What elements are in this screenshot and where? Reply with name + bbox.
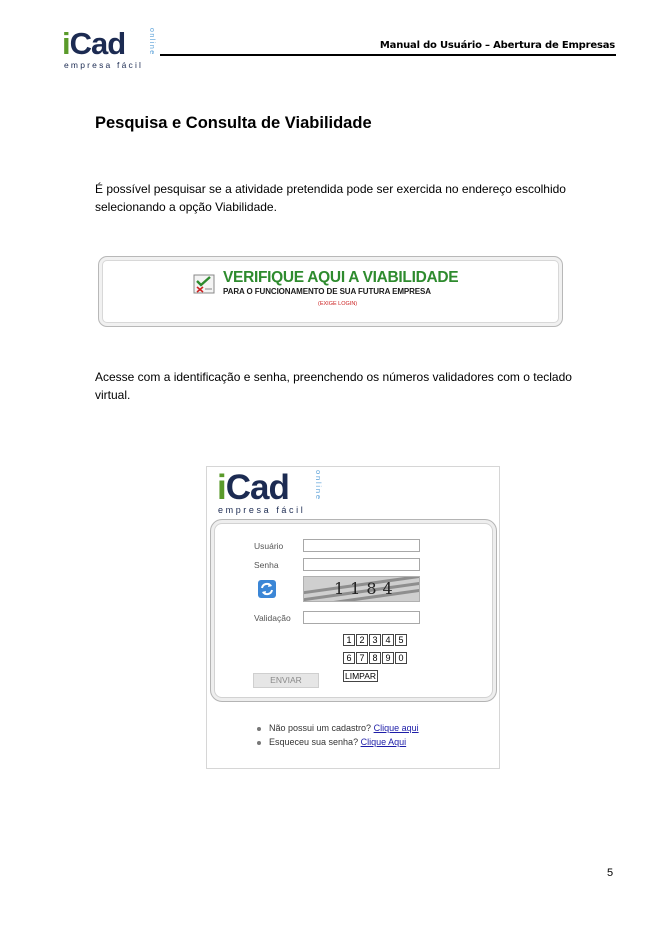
key-8[interactable]: 8 — [369, 652, 381, 664]
refresh-captcha-icon[interactable] — [258, 580, 276, 598]
header-rule — [160, 54, 616, 56]
register-link[interactable]: Clique aqui — [373, 723, 419, 733]
banner-title: VERIFIQUE AQUI A VIABILIDADE — [223, 269, 459, 286]
captcha-code: 1184 — [334, 579, 399, 598]
key-5[interactable]: 5 — [395, 634, 407, 646]
login-screenshot — [206, 466, 500, 769]
login-logo-word: Cad — [225, 468, 289, 507]
captcha-image — [303, 576, 420, 602]
key-9[interactable]: 9 — [382, 652, 394, 664]
page-number: 5 — [607, 867, 614, 879]
login-panel — [210, 519, 497, 702]
keypad-row — [342, 630, 412, 648]
logo-wordmark — [62, 28, 125, 59]
logo-online: online — [148, 28, 155, 56]
virtual-keypad — [342, 630, 412, 684]
login-logo-tagline: empresa fácil — [218, 505, 306, 515]
submit-button[interactable]: ENVIAR — [253, 673, 319, 688]
key-0[interactable]: 0 — [395, 652, 407, 664]
keypad-row — [342, 648, 412, 666]
forgot-password-item — [257, 737, 419, 747]
validation-label: Validação — [254, 613, 291, 623]
clear-button[interactable]: LIMPAR — [345, 671, 377, 681]
logo-word: Cad — [69, 26, 126, 61]
forgot-text: Esqueceu sua senha? — [269, 737, 359, 747]
banner-login-note: (EXIGE LOGIN) — [318, 301, 358, 307]
logo-i: i — [62, 26, 70, 61]
password-label: Senha — [254, 560, 279, 570]
keypad-row — [342, 666, 412, 684]
banner-subtitle: PARA O FUNCIONAMENTO DE SUA FUTURA EMPRESA — [223, 287, 431, 296]
forgot-password-link[interactable]: Clique Aqui — [360, 737, 407, 747]
bullet — [257, 727, 261, 731]
key-2[interactable]: 2 — [356, 634, 368, 646]
paragraph-intro: É possível pesquisar se a atividade pretendida pode ser exercida no endereço escolhido selecionando a opção Viabilidade. — [95, 182, 566, 214]
icad-logo — [62, 28, 154, 68]
logo-tagline: empresa fácil — [64, 60, 144, 70]
section-title: Pesquisa e Consulta de Viabilidade — [95, 114, 372, 132]
no-account-text: Não possui um cadastro? — [269, 723, 372, 733]
document-header-title: Manual do Usuário – Abertura de Empresas — [379, 40, 615, 51]
no-account-item — [257, 723, 419, 733]
key-7[interactable]: 7 — [356, 652, 368, 664]
bullet — [257, 741, 261, 745]
login-logo — [217, 470, 327, 516]
password-input[interactable] — [303, 558, 420, 571]
key-3[interactable]: 3 — [369, 634, 381, 646]
key-4[interactable]: 4 — [382, 634, 394, 646]
validation-input[interactable] — [303, 611, 420, 624]
login-logo-i: i — [217, 468, 226, 507]
user-input[interactable] — [303, 539, 420, 552]
paragraph-login: Acesse com a identificação e senha, preenchendo os números validadores com o teclado virtual. — [95, 370, 572, 402]
viability-banner[interactable] — [98, 256, 563, 327]
login-logo-wordmark — [217, 470, 289, 505]
login-links — [257, 723, 419, 751]
user-label: Usuário — [254, 541, 284, 551]
login-logo-online: online — [314, 470, 323, 501]
key-1[interactable]: 1 — [343, 634, 355, 646]
checklist-icon — [193, 273, 215, 295]
key-6[interactable]: 6 — [343, 652, 355, 664]
